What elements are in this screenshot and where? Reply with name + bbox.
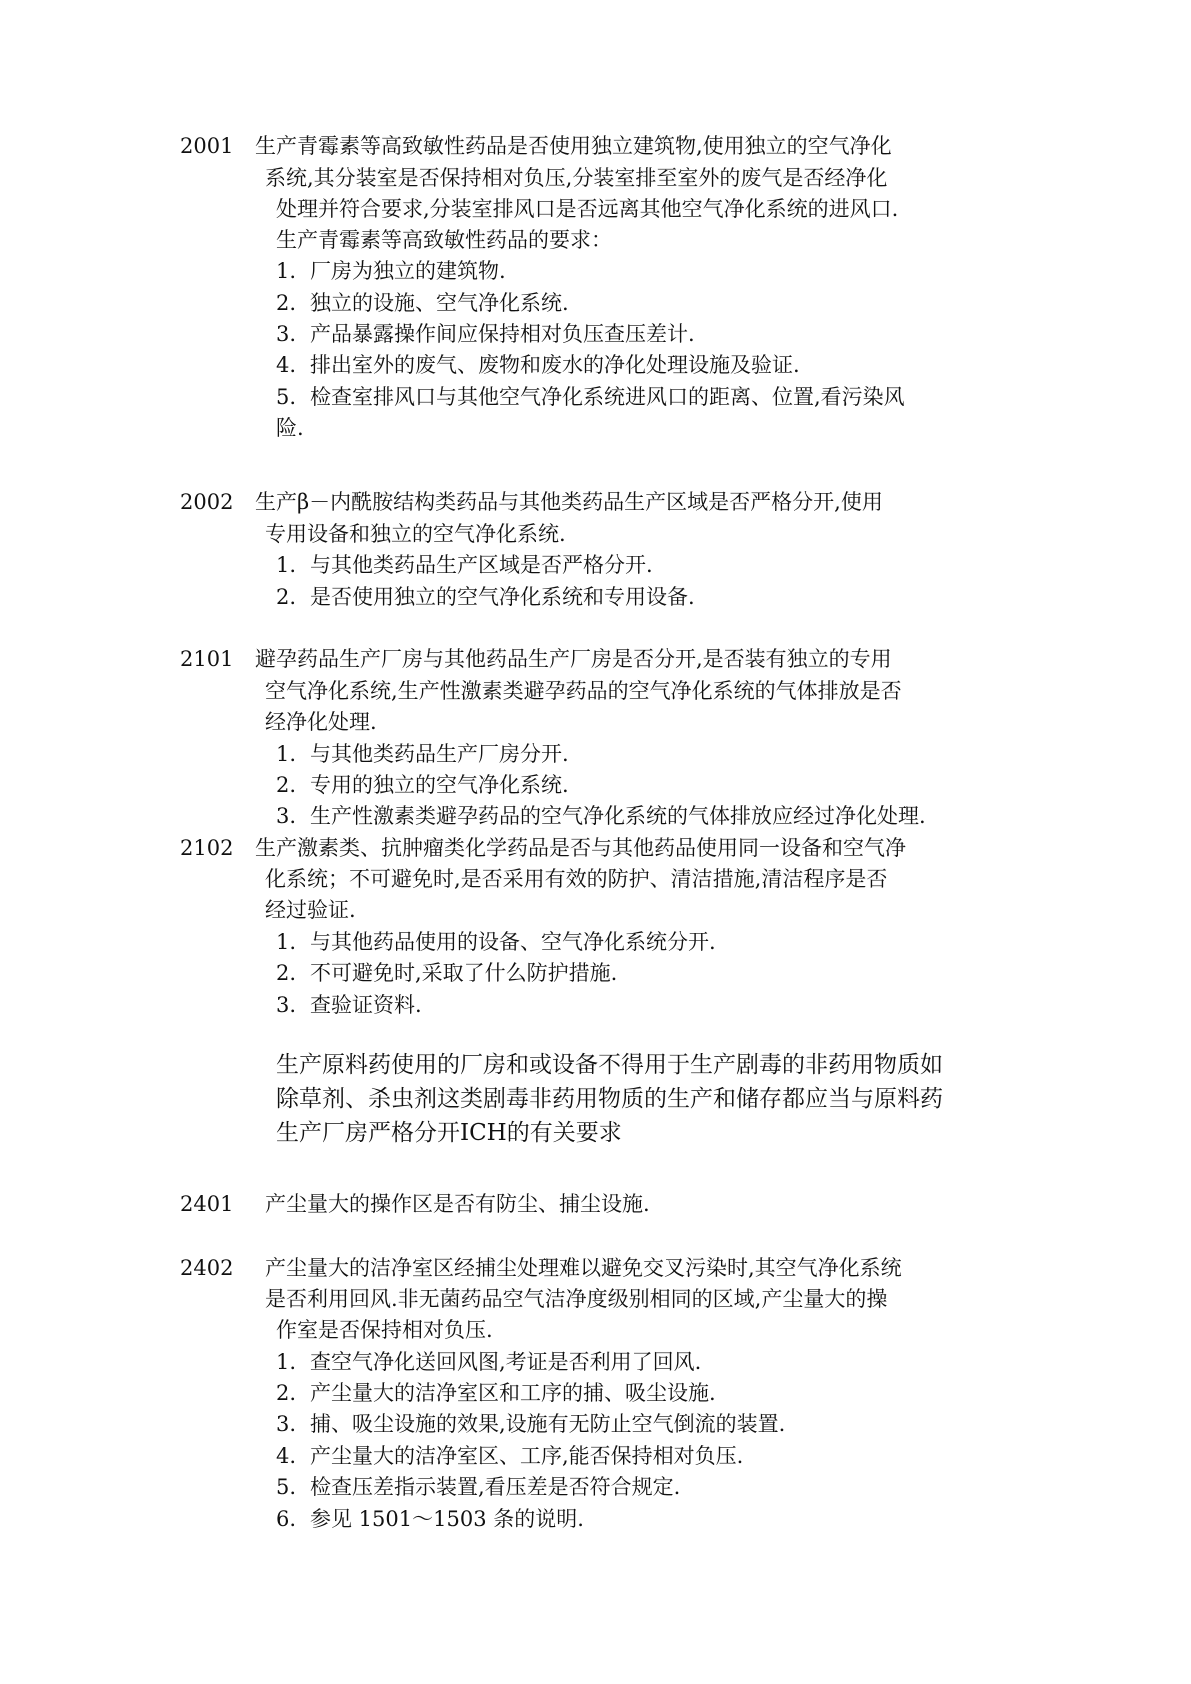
section-line: 生产青霉素等高致敏性药品是否使用独立建筑物,使用独立的空气净化 bbox=[255, 134, 892, 158]
section-line: 产尘量大的洁净室区经捕尘处理难以避免交叉污染时,其空气净化系统 bbox=[265, 1256, 902, 1280]
list-item bbox=[276, 1376, 716, 1410]
list-item bbox=[276, 1439, 743, 1473]
list-item bbox=[276, 348, 800, 382]
section-code: 2101 bbox=[180, 647, 234, 671]
section-line: 专用设备和独立的空气净化系统. bbox=[265, 522, 566, 546]
note-line: 除草剂、杀虫剂这类剧毒非药用物质的生产和储存都应当与原料药 bbox=[276, 1086, 943, 1112]
list-item bbox=[276, 799, 926, 833]
section-line: 经过验证. bbox=[265, 898, 356, 922]
section-line: 处理并符合要求,分装室排风口是否远离其他空气净化系统的进风口. bbox=[276, 197, 899, 221]
list-item-text: 排出室外的废气、废物和废水的净化处理设施及验证. bbox=[310, 353, 800, 377]
list-item-text: 产尘量大的洁净室区、工序,能否保持相对负压. bbox=[310, 1444, 744, 1468]
list-item bbox=[276, 737, 569, 771]
list-item-text: 查空气净化送回风图,考证是否利用了回风. bbox=[310, 1350, 702, 1374]
list-item-number: 4. bbox=[276, 1444, 297, 1468]
list-item-text: 产品暴露操作间应保持相对负压查压差计. bbox=[310, 322, 695, 346]
section-line: 生产β－内酰胺结构类药品与其他类药品生产区域是否严格分开,使用 bbox=[255, 490, 883, 514]
list-item bbox=[276, 286, 569, 320]
list-item-number: 2. bbox=[276, 585, 297, 609]
list-item-text: 是否使用独立的空气净化系统和专用设备. bbox=[310, 585, 695, 609]
section-line: 作室是否保持相对负压. bbox=[276, 1318, 493, 1342]
list-item-number: 2. bbox=[276, 773, 297, 797]
list-item-number: 2. bbox=[276, 961, 297, 985]
list-item-text: 参见 1501～1503 条的说明. bbox=[310, 1507, 584, 1531]
list-item-continuation: 险. bbox=[276, 416, 304, 440]
section-line: 系统,其分装室是否保持相对负压,分装室排至室外的废气是否经净化 bbox=[265, 166, 888, 190]
section-code: 2001 bbox=[180, 134, 234, 158]
list-item bbox=[276, 254, 506, 288]
list-item-text: 产尘量大的洁净室区和工序的捕、吸尘设施. bbox=[310, 1381, 716, 1405]
list-item-number: 4. bbox=[276, 353, 297, 377]
list-item-number: 3. bbox=[276, 1412, 297, 1436]
list-item bbox=[276, 1345, 701, 1379]
list-item-text: 独立的设施、空气净化系统. bbox=[310, 291, 569, 315]
list-item bbox=[276, 1502, 584, 1536]
note-line: 生产厂房严格分开ICH的有关要求 bbox=[276, 1120, 622, 1146]
list-item bbox=[276, 1470, 680, 1504]
list-item-text: 检查室排风口与其他空气净化系统进风口的距离、位置,看污染风 bbox=[310, 385, 905, 409]
list-item-number: 3. bbox=[276, 804, 297, 828]
section-code: 2402 bbox=[180, 1256, 234, 1280]
section-line: 生产激素类、抗肿瘤类化学药品是否与其他药品使用同一设备和空气净 bbox=[255, 836, 906, 860]
list-item-number: 3. bbox=[276, 322, 297, 346]
list-item-text: 专用的独立的空气净化系统. bbox=[310, 773, 569, 797]
list-item bbox=[276, 768, 569, 802]
list-item-text: 厂房为独立的建筑物. bbox=[310, 259, 506, 283]
section-code: 2002 bbox=[180, 490, 234, 514]
section-line: 避孕药品生产厂房与其他药品生产厂房是否分开,是否装有独立的专用 bbox=[255, 647, 892, 671]
list-item-number: 1. bbox=[276, 742, 297, 766]
list-item bbox=[276, 548, 653, 582]
list-item bbox=[276, 380, 905, 414]
list-item bbox=[276, 956, 617, 990]
list-item-text: 查验证资料. bbox=[310, 993, 422, 1017]
section-line: 经净化处理. bbox=[265, 710, 377, 734]
list-item bbox=[276, 988, 422, 1022]
list-item-text: 生产性激素类避孕药品的空气净化系统的气体排放应经过净化处理. bbox=[310, 804, 926, 828]
section-line: 产尘量大的操作区是否有防尘、捕尘设施. bbox=[265, 1192, 650, 1216]
list-item-number: 1. bbox=[276, 930, 297, 954]
list-item bbox=[276, 580, 695, 614]
list-item bbox=[276, 925, 716, 959]
list-item-text: 检查压差指示装置,看压差是否符合规定. bbox=[310, 1475, 681, 1499]
section-code: 2102 bbox=[180, 836, 234, 860]
list-item-number: 6. bbox=[276, 1507, 297, 1531]
list-item-number: 1. bbox=[276, 1350, 297, 1374]
list-item-text: 与其他类药品生产区域是否严格分开. bbox=[310, 553, 653, 577]
list-item-text: 捕、吸尘设施的效果,设施有无防止空气倒流的装置. bbox=[310, 1412, 786, 1436]
list-item-number: 5. bbox=[276, 385, 297, 409]
list-item-number: 1. bbox=[276, 259, 297, 283]
note-line: 生产原料药使用的厂房和或设备不得用于生产剧毒的非药用物质如 bbox=[276, 1052, 943, 1078]
list-item-number: 2. bbox=[276, 291, 297, 315]
list-item-text: 与其他药品使用的设备、空气净化系统分开. bbox=[310, 930, 716, 954]
list-item-number: 5. bbox=[276, 1475, 297, 1499]
list-item-number: 3. bbox=[276, 993, 297, 1017]
list-item-number: 2. bbox=[276, 1381, 297, 1405]
list-item-number: 1. bbox=[276, 553, 297, 577]
list-item bbox=[276, 317, 695, 351]
section-line: 空气净化系统,生产性激素类避孕药品的空气净化系统的气体排放是否 bbox=[265, 679, 902, 703]
list-item bbox=[276, 1407, 785, 1441]
list-item-text: 与其他类药品生产厂房分开. bbox=[310, 742, 569, 766]
section-subheading: 生产青霉素等高致敏性药品的要求： bbox=[276, 228, 612, 252]
section-line: 是否利用回风.非无菌药品空气洁净度级别相同的区域,产尘量大的操 bbox=[265, 1287, 888, 1311]
list-item-text: 不可避免时,采取了什么防护措施. bbox=[310, 961, 618, 985]
section-code: 2401 bbox=[180, 1192, 234, 1216]
section-line: 化系统；不可避免时,是否采用有效的防护、清洁措施,清洁程序是否 bbox=[265, 867, 888, 891]
